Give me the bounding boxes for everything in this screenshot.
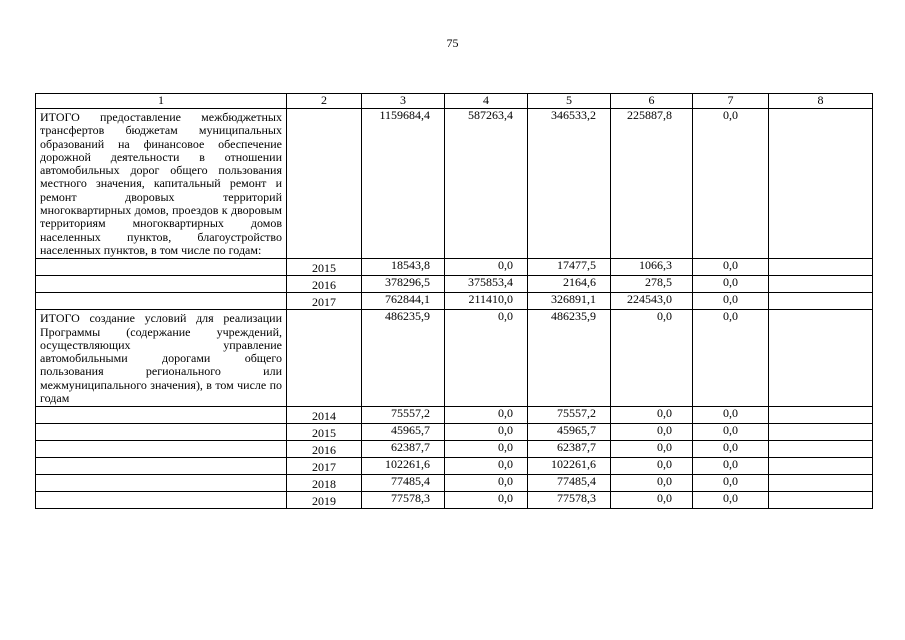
value-cell-col5: 102261,6	[528, 458, 611, 475]
year-cell: 2016	[287, 441, 362, 458]
value-cell-col6: 0,0	[611, 458, 693, 475]
year-row	[36, 441, 873, 458]
value-cell-col5: 346533,2	[528, 109, 611, 259]
value-cell-col7: 0,0	[693, 458, 769, 475]
value-cell-col8	[769, 492, 873, 509]
row-description	[36, 475, 287, 492]
col-header-7: 7	[693, 94, 769, 109]
year-cell: 2018	[287, 475, 362, 492]
value-cell-col6: 0,0	[611, 424, 693, 441]
value-cell-col8	[769, 259, 873, 276]
year-row	[36, 492, 873, 509]
total-row	[36, 109, 873, 259]
row-description: ИТОГО создание условий для реализации Программы (содержание учреждений, осуществляющих управление автомобильными дорогами общего пользования регионального или межмуниципального значения), в том числе по годам	[36, 310, 287, 407]
value-cell-col6: 278,5	[611, 276, 693, 293]
row-description	[36, 293, 287, 310]
year-row	[36, 259, 873, 276]
row-description: ИТОГО предоставление межбюджетных трансфертов бюджетам муниципальных образований на финансовое обеспечение дорожной деятельности в отношении автомобильных дорог общего пользования местного значения, капитальный ремонт и ремонт дворовых территорий многоквартирных домов, проездов к дворовым территориям многоквартирных домов населенных пунктов, благоустройство населенных пунктов, в том числе по годам:	[36, 109, 287, 259]
value-cell-col3: 1159684,4	[362, 109, 445, 259]
col-header-3: 3	[362, 94, 445, 109]
value-cell-col6: 0,0	[611, 492, 693, 509]
value-cell-col3: 18543,8	[362, 259, 445, 276]
page-number: 75	[446, 36, 459, 50]
col-header-4: 4	[445, 94, 528, 109]
year-cell: 2017	[287, 458, 362, 475]
value-cell-col7: 0,0	[693, 492, 769, 509]
value-cell-col3: 77485,4	[362, 475, 445, 492]
row-description	[36, 458, 287, 475]
value-cell-col3: 75557,2	[362, 407, 445, 424]
year-row	[36, 407, 873, 424]
value-cell-col5: 17477,5	[528, 259, 611, 276]
value-cell-col5: 326891,1	[528, 293, 611, 310]
value-cell-col4: 211410,0	[445, 293, 528, 310]
total-row	[36, 310, 873, 407]
value-cell-col4: 587263,4	[445, 109, 528, 259]
year-cell: 2014	[287, 407, 362, 424]
value-cell-col3: 45965,7	[362, 424, 445, 441]
value-cell-col6: 225887,8	[611, 109, 693, 259]
year-row	[36, 293, 873, 310]
row-description	[36, 259, 287, 276]
col-header-1: 1	[36, 94, 287, 109]
value-cell-col6: 0,0	[611, 441, 693, 458]
value-cell-col7: 0,0	[693, 441, 769, 458]
value-cell-col8	[769, 293, 873, 310]
value-cell-col6: 0,0	[611, 310, 693, 407]
value-cell-col7: 0,0	[693, 475, 769, 492]
row-description	[36, 424, 287, 441]
value-cell-col4: 375853,4	[445, 276, 528, 293]
row-description	[36, 492, 287, 509]
value-cell-col4: 0,0	[445, 310, 528, 407]
value-cell-col5: 75557,2	[528, 407, 611, 424]
col-header-5: 5	[528, 94, 611, 109]
value-cell-col3: 762844,1	[362, 293, 445, 310]
value-cell-col8	[769, 407, 873, 424]
value-cell-col6: 0,0	[611, 475, 693, 492]
value-cell-col7: 0,0	[693, 109, 769, 259]
value-cell-col3: 77578,3	[362, 492, 445, 509]
year-cell	[287, 310, 362, 407]
value-cell-col5: 77485,4	[528, 475, 611, 492]
value-cell-col7: 0,0	[693, 424, 769, 441]
value-cell-col4: 0,0	[445, 441, 528, 458]
value-cell-col8	[769, 276, 873, 293]
value-cell-col7: 0,0	[693, 259, 769, 276]
year-cell: 2019	[287, 492, 362, 509]
value-cell-col8	[769, 310, 873, 407]
col-header-2: 2	[287, 94, 362, 109]
value-cell-col4: 0,0	[445, 407, 528, 424]
row-description	[36, 276, 287, 293]
row-description	[36, 407, 287, 424]
value-cell-col6: 0,0	[611, 407, 693, 424]
year-cell: 2015	[287, 424, 362, 441]
col-header-8: 8	[769, 94, 873, 109]
value-cell-col8	[769, 109, 873, 259]
value-cell-col8	[769, 424, 873, 441]
value-cell-col5: 2164,6	[528, 276, 611, 293]
value-cell-col5: 77578,3	[528, 492, 611, 509]
value-cell-col5: 62387,7	[528, 441, 611, 458]
value-cell-col3: 102261,6	[362, 458, 445, 475]
value-cell-col5: 486235,9	[528, 310, 611, 407]
year-row	[36, 424, 873, 441]
value-cell-col7: 0,0	[693, 407, 769, 424]
value-cell-col4: 0,0	[445, 424, 528, 441]
year-cell	[287, 109, 362, 259]
value-cell-col4: 0,0	[445, 458, 528, 475]
year-cell: 2017	[287, 293, 362, 310]
value-cell-col3: 486235,9	[362, 310, 445, 407]
year-row	[36, 458, 873, 475]
value-cell-col7: 0,0	[693, 293, 769, 310]
budget-table	[35, 93, 873, 509]
year-row	[36, 475, 873, 492]
value-cell-col8	[769, 441, 873, 458]
value-cell-col8	[769, 458, 873, 475]
value-cell-col5: 45965,7	[528, 424, 611, 441]
year-row	[36, 276, 873, 293]
value-cell-col7: 0,0	[693, 310, 769, 407]
value-cell-col6: 1066,3	[611, 259, 693, 276]
header-row	[36, 94, 873, 109]
year-cell: 2015	[287, 259, 362, 276]
value-cell-col8	[769, 475, 873, 492]
value-cell-col3: 62387,7	[362, 441, 445, 458]
col-header-6: 6	[611, 94, 693, 109]
value-cell-col6: 224543,0	[611, 293, 693, 310]
year-cell: 2016	[287, 276, 362, 293]
value-cell-col7: 0,0	[693, 276, 769, 293]
value-cell-col4: 0,0	[445, 475, 528, 492]
value-cell-col4: 0,0	[445, 259, 528, 276]
value-cell-col3: 378296,5	[362, 276, 445, 293]
row-description	[36, 441, 287, 458]
value-cell-col4: 0,0	[445, 492, 528, 509]
